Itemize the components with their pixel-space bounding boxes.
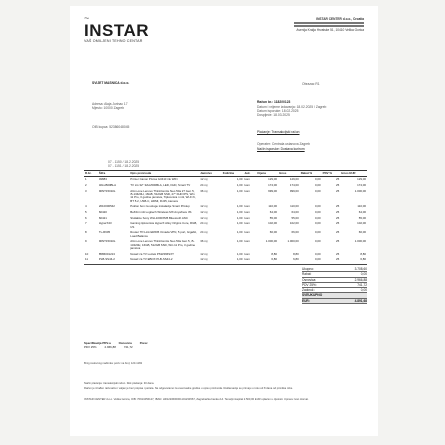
invoice-issue-line: Datum i vrijeme izdavanja: 18.02.2025 / Zagreb [257,105,327,109]
cell-desc: Slušalice Sony WH-1000XM5 Bluetooth ANC [130,215,188,220]
cell-price: 64,00 [269,210,277,215]
cell-total: 1.000,00 [354,188,366,193]
cell-code: 90NT15010L [98,188,116,193]
cell-price: 8,80 [271,251,277,256]
totals-label: SVEUKUPNO [302,293,323,298]
cell-amount: 999,00 [289,188,299,193]
cell-unit: kom [244,251,250,256]
tax-header-base: Osnovica [118,341,132,345]
invoice-number: Račun br.: 1182/0/123 [257,100,291,104]
cell-total: 110,00 [357,204,366,209]
tax-spec [84,342,148,349]
tax-header-spec: Specifikacija PDV-a [84,341,111,345]
cell-price: 129,00 [268,177,277,182]
customer-address-1: Adresa: Alaja Jurinac 17 [92,102,128,106]
logo-subtitle: VAŠ OMILJENI TEHNO CENTAR [84,39,143,43]
cell-total: 6,80 [360,257,366,262]
cell-amount: 6,80 [293,257,299,262]
cell-qty: 1,00 [236,239,243,244]
cell-war: 24 mj [200,183,208,188]
cell-unit: kom [244,177,250,182]
col-amount: Iznos [278,171,300,177]
invoice-delivery-date: Datum isporuke: 18.02.2025 [257,109,299,113]
totals-row [302,299,367,304]
cell-code: 8586001213 [98,251,115,256]
invoice-payment: Plaćanje: Transakcijski račun [257,130,300,134]
cell-qty: 1,00 [236,251,243,256]
cell-disc: 0,00 [315,251,321,256]
cell-qty: 1,00 [236,257,243,262]
company-address: Avenija Kralja Hrvatske 51, 10410 Velika Gorica [296,28,364,32]
totals-label: Osnovica: [302,277,317,282]
totals-value: 3.708,60 [354,267,367,271]
cell-amount: 110,00 [290,204,299,209]
cell-unit: kom [244,210,250,215]
invoice-due-date: Dospijeće: 18.03.2025 [257,113,290,117]
cell-code: 32LH500BLA [98,183,117,188]
totals-label: Ukupno: [302,267,314,271]
cell-code: PLB-SS44-2 [98,257,115,262]
cell-code: TL-R605 [98,230,111,235]
cell-vat: 25 [336,230,340,235]
cell-war: 36 mj [200,239,208,244]
cell-disc: 0,00 [315,188,321,193]
cell-disc: 0,00 [315,210,321,215]
col-unit: Jed. [243,171,256,177]
table-bottom-rule [84,264,367,265]
cell-total: 66,00 [358,230,366,235]
customer-name: SVIJET MASNICA d.o.o. [92,81,130,85]
cell-vat: 25 [336,239,340,244]
cell-total: 102,00 [357,221,366,226]
table-row [84,189,367,205]
col-no: R.br. [84,171,98,177]
cell-amount: 129,00 [289,177,299,182]
col-desc: Opis proizvoda [129,171,199,177]
cell-qty: 1,00 [236,215,243,220]
tax-rate: PDV 25% [84,344,97,349]
cell-qty: 1,00 [236,188,243,193]
cell-price: 110,00 [268,204,277,209]
tax-amount: 741,72 [123,344,133,349]
cell-disc: 0,00 [315,183,321,188]
cell-unit: kom [244,183,250,188]
cell-code: 60420 [98,210,107,215]
cell-price: 999,00 [268,188,277,193]
cell-no: 1 [85,177,87,182]
cell-price: 6,80 [271,257,277,262]
cell-code: 2010000542 [98,204,115,209]
cell-war: 12 mj [200,177,208,182]
cell-total: 174,00 [357,183,366,188]
cell-vat: 25 [336,188,340,193]
cell-war: 12 mj [200,215,208,220]
cell-no: 7 [85,221,87,226]
tax-base: 2.966,88 [104,344,116,349]
cell-war: 12 mj [200,257,208,262]
totals-value: 2.966,88 [354,277,367,282]
col-price: Cijena [256,171,278,177]
cell-unit: kom [244,188,250,193]
invoice-operator: Operater: Centrala ustanova Zagreb [257,142,310,146]
cell-qty: 1,00 [236,230,243,235]
cell-vat: 25 [336,204,340,209]
cell-war: 12 mj [200,210,208,215]
cell-no: 11 [85,257,89,262]
payment-reference: Broj poslovnog nadimka: poziv na broj: 123-1182 [84,362,143,365]
tax-header-amount: Porez [139,341,148,345]
cell-desc: All-in-one Lenovo ThinkCentre Neo 50a 27 Gen 5, i5-13420H, 16GB, 512GB SSD, 27" FHD IPS, Win 11 Pro, 3 godine jamstva, Tipkovnica i miš, Wi-Fi 6, BT 5.2, USB-C, HDMI, RJ45, kamera [130,188,196,203]
totals-label: EUR: [302,298,310,303]
cell-desc: Printer Canon Pixma G3410 ink WiFi [130,177,178,182]
customer-address-2: Mjesto: 10000 Zagreb [92,106,125,110]
cell-war: 12 mj [200,204,208,209]
items-body [84,177,367,263]
cell-code: 49883 [98,177,107,182]
cell-total: 129,00 [357,177,366,182]
cell-code: 90NT15010L [98,239,116,244]
cell-no: 6 [85,215,87,220]
totals-value: 0,00 [360,288,367,293]
cell-vat: 25 [336,257,340,262]
cell-desc: Router TP-Link ER605 Omada VPN, 5 port, Gigabit, Load Balance [130,230,197,238]
cell-vat: 25 [336,251,340,256]
cell-unit: kom [244,215,250,220]
cell-price: 1.000,00 [265,239,277,244]
cell-disc: 0,00 [315,221,321,226]
cell-qty: 1,00 [236,210,243,215]
company-line-2 [294,25,364,27]
cell-no: 3 [85,188,87,193]
items-table [84,170,367,263]
logo-brand: INSTAR [84,21,150,40]
table-row [84,230,367,239]
company-line-1 [294,22,364,24]
cell-desc: Poklon bon za usluge instalacije Smart Pristup [130,204,190,209]
cell-total: 55,00 [358,215,366,220]
cell-amount: 66,00 [291,230,299,235]
cell-desc: Bežični miš Logitech Wireless MX Anywhere 3S [130,210,192,215]
col-vat: PDV % [322,171,341,177]
order-ref-1: 07 - 1150 / 18.2.2025 [108,160,140,164]
footer-note-3: INSTAR CENTER d.o.o. Velika Gorica, OIB: 70913456127, IBAN: HR1223600001101234567, Zagrebačka banka d.d. Temeljni kapital 2.500,00 EUR uplaćen u cijelosti. Uprava: Ivan Horvat. [84,398,309,401]
col-discount: Rabat % [300,171,322,177]
cell-vat: 25 [336,215,340,220]
totals-value: 0,00 [360,272,367,277]
cell-vat: 25 [336,177,340,182]
cell-amount: 8,80 [293,251,299,256]
cell-amount: 64,00 [291,210,299,215]
cell-no: 4 [85,204,87,209]
cell-unit: kom [244,257,250,262]
customer-oib: OIB kupca: 52386048045 [92,125,130,129]
cell-desc: Nosač za TV Loctek PSW466SXT [130,251,174,256]
company-header [254,17,364,32]
cell-code: 60421 [98,215,107,220]
cell-no: 5 [85,210,87,215]
instar-logo [84,14,149,43]
cell-amount: 55,00 [291,215,299,220]
cell-price: 66,00 [269,230,277,235]
cell-no: 9 [85,239,87,244]
cell-vat: 25 [336,210,340,215]
cell-unit: kom [244,239,250,244]
cell-disc: 0,00 [315,257,321,262]
footer-note-1: Način plaćanja: transakcijski račun. Rok plaćanja: 30 dana. [84,382,155,385]
document-label: Obrazac R1 [302,82,320,86]
cell-war: 24 mj [200,221,208,226]
table-row [84,257,367,263]
cell-amount: 102,00 [289,221,299,226]
cell-war: 12 mj [200,251,208,256]
col-code: Šifra [98,171,129,177]
cell-price: 102,00 [268,221,277,226]
cell-vat: 25 [336,183,340,188]
table-row [84,239,367,251]
invoice-page [70,6,378,436]
cell-price: 55,00 [269,215,277,220]
cell-qty: 1,00 [236,204,243,209]
cell-desc: All-in-one Lenovo ThinkCentre Neo 50a Gen 5, i5-13420H, 16GB, 512GB SSD, Win 11 Pro, 3 godine jamstva [130,239,196,250]
cell-vat: 25 [336,221,340,226]
cell-no: 2 [85,183,87,188]
cell-qty: 1,00 [236,177,243,182]
logo-tilde: ~ [84,13,90,23]
col-warranty: Jamstvo [199,171,222,177]
cell-amount: 1.000,00 [287,239,299,244]
order-ref-2: 07 - 1151 / 18.2.2025 [108,164,140,168]
col-total: Iznos EUR [340,171,367,177]
cell-no: 10 [85,251,89,256]
cell-disc: 0,00 [315,215,321,220]
cell-unit: kom [244,230,250,235]
cell-desc: Gaming tipkovnica HyperX Alloy Origins Core, RGB, US [130,221,198,229]
cell-desc: TV LG 32" 32LH500BLA, LED, FHD, Smart TV [130,183,191,188]
cell-price: 174,00 [268,183,277,188]
totals-value: 741,72 [357,282,367,287]
cell-disc: 0,00 [315,230,321,235]
invoice-delivery-method: Način isporuke: Dostava kurirom [257,147,305,151]
totals-label: Rabat: [302,272,312,277]
cell-code: HyperX23 [98,221,112,226]
cell-amount: 174,00 [289,183,299,188]
cell-disc: 0,00 [315,239,321,244]
cell-disc: 0,00 [315,177,321,182]
cell-war: 24 mj [200,230,208,235]
totals-value: 4.891,68 [354,298,367,303]
cell-qty: 1,00 [236,183,243,188]
cell-disc: 0,00 [315,204,321,209]
cell-unit: kom [244,221,250,226]
cell-war: 36 mj [200,188,208,193]
cell-total: 8,80 [360,251,366,256]
col-qty: Količina [222,171,244,177]
cell-no: 8 [85,230,87,235]
totals-label: Zaokruž.: [302,288,316,293]
footer-note-2: Račun je izrađen računalno i valjan je bez potpisa i pečata. Ne odgovaramo za eventualne greške u opisu proizvoda. Reklamacije se primaju u roku od 8 dana od primitka robe. [84,387,293,390]
totals-label: PDV 25%: [302,282,317,287]
cell-total: 64,00 [358,210,366,215]
tax-row [84,346,148,350]
totals-box [302,267,367,304]
cell-desc: Nosač za TV EBOX PLB-SS44-2 [130,257,173,262]
cell-qty: 1,00 [236,221,243,226]
cell-total: 1.000,00 [354,239,366,244]
company-name: INSTAR CENTER d.o.o., Croatia [316,17,364,21]
table-row [84,221,367,230]
cell-unit: kom [244,204,250,209]
